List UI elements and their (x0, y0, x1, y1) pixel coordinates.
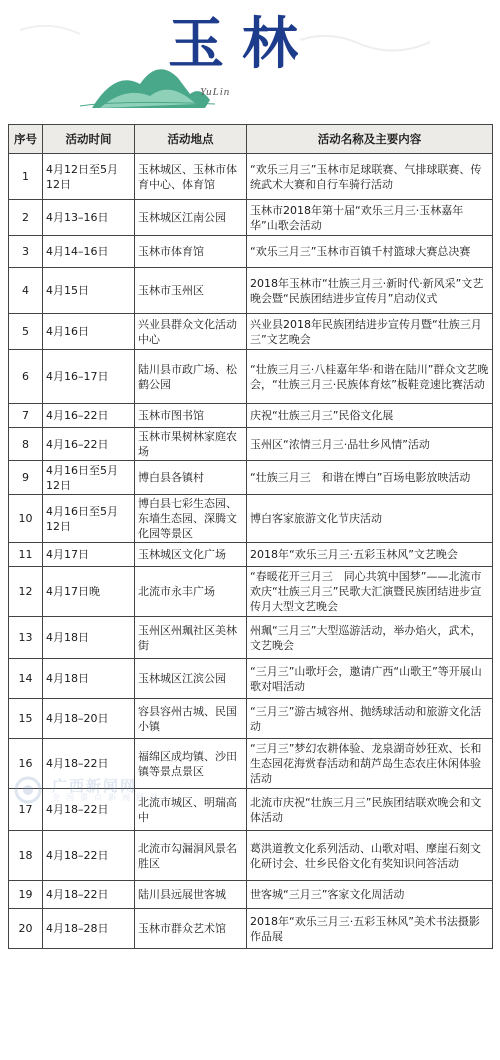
cell-number: 14 (9, 659, 43, 699)
cell-place: 玉林城区江滨公园 (135, 659, 247, 699)
table-row (9, 617, 493, 659)
cell-time: 4月18–22日 (43, 789, 135, 831)
cell-time: 4月18–22日 (43, 881, 135, 909)
cell-place: 北流市勾漏洞风景名胜区 (135, 831, 247, 881)
cell-content: “壮族三月三 和谐在博白”百场电影放映活动 (247, 461, 493, 495)
cell-content: 2018年“欢乐三月三·五彩玉林风”美术书法摄影作品展 (247, 909, 493, 949)
cell-time: 4月16–17日 (43, 350, 135, 404)
table-row (9, 909, 493, 949)
cell-place: 北流市永丰广场 (135, 567, 247, 617)
cell-place: 博白县七彩生态园、东墙生态园、深腾文化园等景区 (135, 495, 247, 543)
cell-number: 15 (9, 699, 43, 739)
cell-content: “欢乐三月三”玉林市百镇千村篮球大赛总决赛 (247, 236, 493, 268)
cell-content: “三月三”山歌圩会，邀请广西“山歌王”等开展山歌对唱活动 (247, 659, 493, 699)
table-row (9, 268, 493, 314)
cell-place: 陆川县远展世客城 (135, 881, 247, 909)
cell-place: 陆川县市政广场、松鹤公园 (135, 350, 247, 404)
cell-time: 4月16日至5月12日 (43, 495, 135, 543)
cell-place: 玉林城区、玉林市体育中心、体育馆 (135, 154, 247, 200)
table-row (9, 831, 493, 881)
cell-content: 州珮“三月三”大型巡游活动，举办焰火，武术，文艺晚会 (247, 617, 493, 659)
cell-content: 北流市庆祝“壮族三月三”民族团结联欢晚会和文体活动 (247, 789, 493, 831)
table-header-row (9, 125, 493, 154)
cell-number: 11 (9, 543, 43, 567)
cell-time: 4月18日 (43, 617, 135, 659)
cell-number: 17 (9, 789, 43, 831)
cell-place: 玉林市体育馆 (135, 236, 247, 268)
cell-number: 2 (9, 200, 43, 236)
table-row (9, 881, 493, 909)
table-row (9, 699, 493, 739)
header-banner (0, 0, 500, 122)
cell-content: “壮族三月三·八桂嘉年华·和谐在陆川”群众文艺晚会，“壮族三月三·民族体育炫”板鞋竞速比赛活动 (247, 350, 493, 404)
cell-number: 12 (9, 567, 43, 617)
cell-place: 玉林市群众艺术馆 (135, 909, 247, 949)
cell-number: 7 (9, 404, 43, 428)
cell-content: “春暖花开三月三 同心共筑中国梦”——北流市欢庆“壮族三月三”民歌大汇演暨民族团结进步宣传月大型文艺晚会 (247, 567, 493, 617)
cell-time: 4月16–22日 (43, 404, 135, 428)
cell-number: 4 (9, 268, 43, 314)
table-row (9, 659, 493, 699)
cell-place: 玉州区州珮社区美林街 (135, 617, 247, 659)
table-row (9, 567, 493, 617)
cell-time: 4月18日 (43, 659, 135, 699)
cell-time: 4月17日晚 (43, 567, 135, 617)
cell-place: 玉林市玉州区 (135, 268, 247, 314)
cell-content: 庆祝“壮族三月三”民俗文化展 (247, 404, 493, 428)
cell-content: “欢乐三月三”玉林市足球联赛、气排球联赛、传统武术大赛和自行车骑行活动 (247, 154, 493, 200)
cell-number: 5 (9, 314, 43, 350)
cell-number: 6 (9, 350, 43, 404)
table-row (9, 543, 493, 567)
cell-number: 3 (9, 236, 43, 268)
cell-content: 2018年玉林市“壮族三月三·新时代·新风采”文艺晚会暨“民族团结进步宣传月”启动仪式 (247, 268, 493, 314)
cell-time: 4月15日 (43, 268, 135, 314)
column-header-content: 活动名称及主要内容 (247, 125, 493, 154)
cell-number: 16 (9, 739, 43, 789)
table-row (9, 495, 493, 543)
table-row (9, 154, 493, 200)
cell-number: 19 (9, 881, 43, 909)
cell-time: 4月14–16日 (43, 236, 135, 268)
schedule-table (8, 124, 493, 949)
cell-number: 20 (9, 909, 43, 949)
watermark-subtext: 全国重点新闻网站 (52, 793, 164, 802)
table-body (9, 154, 493, 949)
table-row (9, 428, 493, 461)
table-row (9, 461, 493, 495)
cell-time: 4月16日 (43, 314, 135, 350)
column-header-place: 活动地点 (135, 125, 247, 154)
cell-time: 4月17日 (43, 543, 135, 567)
cell-content: 葛洪道教文化系列活动、山歌对唱、摩崖石刻文化研讨会、壮乡民俗文化有奖知识问答活动 (247, 831, 493, 881)
cell-time: 4月18–20日 (43, 699, 135, 739)
table-row (9, 236, 493, 268)
cell-number: 10 (9, 495, 43, 543)
cell-content: 玉州区“浓情三月三·品壮乡风情”活动 (247, 428, 493, 461)
cell-place: 容县容州古城、民国小镇 (135, 699, 247, 739)
page-title: 玉林 (168, 11, 316, 77)
cell-content: 世客城“三月三”客家文化周活动 (247, 881, 493, 909)
table-row (9, 739, 493, 789)
cell-time: 4月16–22日 (43, 428, 135, 461)
cell-place: 福绵区成均镇、沙田镇等景点景区 (135, 739, 247, 789)
cell-place: 玉林市果树林家庭农场 (135, 428, 247, 461)
cell-number: 1 (9, 154, 43, 200)
column-header-time: 活动时间 (43, 125, 135, 154)
cell-place: 玉林城区江南公园 (135, 200, 247, 236)
table-row (9, 789, 493, 831)
schedule-table-wrapper (8, 124, 492, 949)
table-row (9, 404, 493, 428)
table-row (9, 314, 493, 350)
cell-place: 玉林城区文化广场 (135, 543, 247, 567)
cell-content: 博白客家旅游文化节庆活动 (247, 495, 493, 543)
table-row (9, 200, 493, 236)
cell-content: 2018年“欢乐三月三·五彩玉林风”文艺晚会 (247, 543, 493, 567)
cell-time: 4月18–22日 (43, 831, 135, 881)
page-subtitle: YuLin (200, 86, 231, 98)
cell-time: 4月18–28日 (43, 909, 135, 949)
cell-time: 4月18–22日 (43, 739, 135, 789)
cell-content: “三月三”梦幻农耕体验、龙泉湖奇妙狂欢、长和生态园花海赏春活动和葫芦岛生态农庄休闲体验活动 (247, 739, 493, 789)
cell-place: 北流市城区、明瑞高中 (135, 789, 247, 831)
cell-time: 4月13–16日 (43, 200, 135, 236)
cell-time: 4月16日至5月12日 (43, 461, 135, 495)
cell-number: 8 (9, 428, 43, 461)
cell-number: 18 (9, 831, 43, 881)
column-header-number: 序号 (9, 125, 43, 154)
cell-content: 玉林市2018年第十届“欢乐三月三·玉林嘉年华”山歌会活动 (247, 200, 493, 236)
cell-number: 9 (9, 461, 43, 495)
cell-place: 兴业县群众文化活动中心 (135, 314, 247, 350)
table-row (9, 350, 493, 404)
cell-content: “三月三”游古城容州、抛绣球活动和旅游文化活动 (247, 699, 493, 739)
cell-place: 玉林市图书馆 (135, 404, 247, 428)
watermark-text: 广西新闻网 (52, 777, 138, 795)
cell-content: 兴业县2018年民族团结进步宣传月暨“壮族三月三”文艺晚会 (247, 314, 493, 350)
cell-number: 13 (9, 617, 43, 659)
cell-time: 4月12日至5月12日 (43, 154, 135, 200)
cell-place: 博白县各镇村 (135, 461, 247, 495)
